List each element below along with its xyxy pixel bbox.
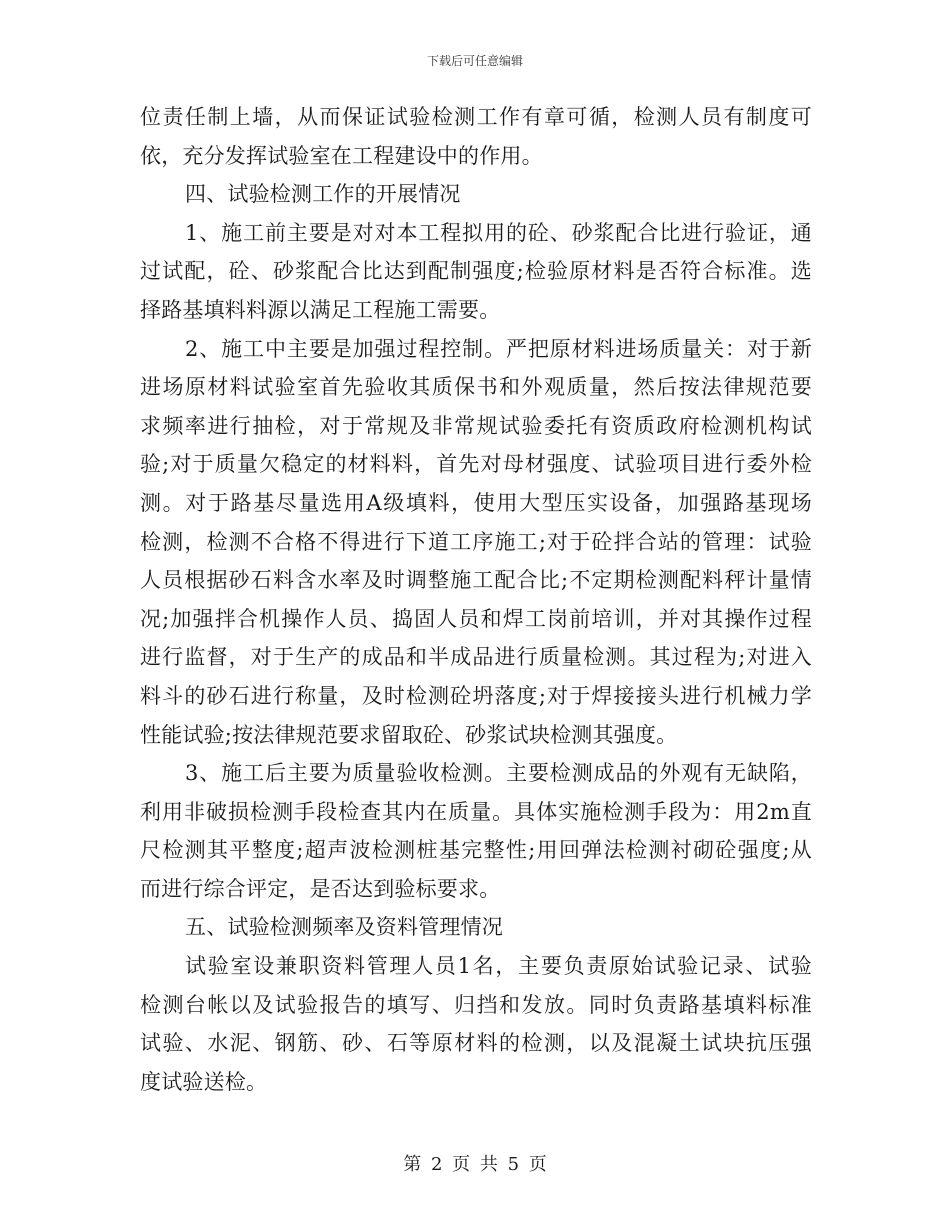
page-number-footer: 第 2 页 共 5 页	[403, 1154, 547, 1175]
text-line: 利用非破损检测手段检查其内在质量。具体实施检测手段为：用2m直	[140, 799, 812, 824]
text-line: 尺检测其平整度;超声波检测桩基完整性;用回弹法检测衬砌砼强度;从	[140, 838, 812, 863]
text-line: 人员根据砂石料含水率及时调整施工配合比;不定期检测配料秤计量情	[140, 568, 812, 593]
section-heading: 五、试验检测频率及资料管理情况	[185, 915, 503, 940]
text-line: 试验室设兼职资料管理人员1名，主要负责原始试验记录、试验	[185, 954, 812, 979]
text-line: 检测台帐以及试验报告的填写、归挡和发放。同时负责路基填料标准	[140, 992, 812, 1017]
page-header-note: 下载后可任意编辑	[426, 54, 523, 68]
text-line: 位责任制上墙，从而保证试验检测工作有章可循，检测人员有制度可	[140, 105, 812, 129]
text-line: 1、施工前主要是对对本工程拟用的砼、砂浆配合比进行验证，通	[185, 220, 812, 245]
text-line: 依，充分发挥试验室在工程建设中的作用。	[140, 143, 543, 168]
text-line: 况;加强拌合机操作人员、捣固人员和焊工岗前培训，并对其操作过程	[140, 606, 812, 631]
text-line: 验;对于质量欠稳定的材料料，首先对母材强度、试验项目进行委外检	[140, 452, 812, 477]
document-body	[140, 98, 812, 1101]
text-line: 料斗的砂石进行称量，及时检测砼坍落度;对于焊接接头进行机械力学	[140, 683, 812, 708]
text-line: 3、施工后主要为质量验收检测。主要检测成品的外观有无缺陷，	[185, 761, 812, 786]
text-line: 检测，检测不合格不得进行下道工序施工;对于砼拌合站的管理：试验	[140, 529, 812, 554]
text-line: 测。对于路基尽量选用A级填料，使用大型压实设备，加强路基现场	[140, 490, 812, 515]
text-line: 度试验送检。	[140, 1069, 268, 1094]
section-heading: 四、试验检测工作的开展情况	[185, 182, 461, 207]
text-line: 求频率进行抽检，对于常规及非常规试验委托有资质政府检测机构试	[140, 413, 812, 438]
text-line: 而进行综合评定，是否达到验标要求。	[140, 876, 501, 901]
text-line: 2、施工中主要是加强过程控制。严把原材料进场质量关：对于新	[185, 336, 812, 361]
text-line: 试验、水泥、钢筋、砂、石等原材料的检测，以及混凝土试块抗压强	[140, 1031, 812, 1056]
text-line: 性能试验;按法律规范要求留取砼、砂浆试块检测其强度。	[140, 722, 678, 747]
text-line: 择路基填料料源以满足工程施工需要。	[140, 297, 501, 322]
text-line: 进行监督，对于生产的成品和半成品进行质量检测。其过程为;对进入	[140, 645, 812, 670]
text-line: 过试配，砼、砂浆配合比达到配制强度;检验原材料是否符合标准。选	[140, 259, 812, 284]
text-line: 进场原材料试验室首先验收其质保书和外观质量，然后按法律规范要	[140, 375, 812, 400]
